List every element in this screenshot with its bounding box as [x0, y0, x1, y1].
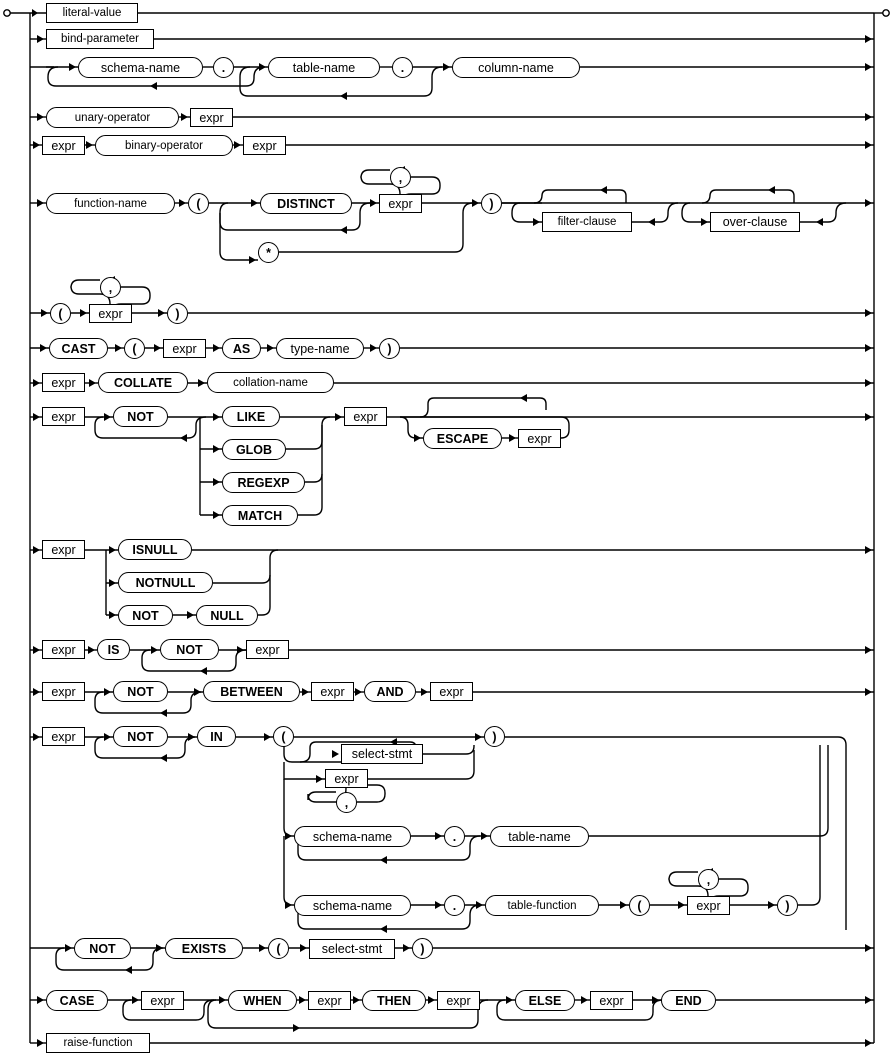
node-label: DISTINCT: [277, 196, 335, 211]
node-paren-close-in: [484, 726, 505, 747]
node-paren-open-ex: [268, 938, 289, 959]
node-label: expr: [51, 729, 76, 744]
node-label: unary-operator: [74, 111, 151, 124]
node-label: NOT: [132, 608, 159, 623]
node-type-name: [276, 338, 364, 359]
node-bind-parameter: [46, 29, 154, 49]
node-label: REGEXP: [237, 475, 290, 490]
node-unary-operator: [46, 107, 179, 128]
node-label: expr: [439, 684, 464, 699]
node-label: expr: [51, 409, 76, 424]
node-and: [364, 681, 416, 702]
node-label: ,: [398, 170, 403, 185]
node-label: expr: [98, 306, 123, 321]
node-expr-between: [42, 682, 85, 701]
node-select-stmt-ex: [309, 939, 395, 959]
node-label: expr: [527, 431, 552, 446]
node-null: [196, 605, 258, 626]
node-expr-tf: [687, 896, 730, 915]
node-paren-open-cast: [124, 338, 145, 359]
node-comma-tf: [698, 869, 719, 890]
node-label: (: [58, 306, 63, 321]
node-expr-when: [308, 991, 351, 1010]
node-when: [228, 990, 297, 1011]
node-label: function-name: [74, 197, 147, 210]
node-label: .: [221, 60, 226, 75]
node-select-stmt-in: [341, 744, 423, 764]
node-label: LIKE: [236, 409, 266, 424]
node-not-null: [118, 605, 173, 626]
node-paren-open-fn: [188, 193, 209, 214]
node-label: expr: [320, 684, 345, 699]
node-label: IN: [210, 729, 223, 744]
node-dot-1: [213, 57, 234, 78]
node-label: .: [452, 829, 457, 844]
node-glob: [222, 439, 286, 460]
node-not-like: [113, 406, 168, 427]
node-comma-in: [336, 792, 357, 813]
node-label: expr: [388, 196, 413, 211]
node-label: column-name: [478, 60, 554, 75]
node-label: NULL: [210, 608, 244, 623]
node-label: GLOB: [235, 442, 273, 457]
node-label: collation-name: [233, 376, 308, 389]
node-label: AS: [232, 341, 251, 356]
node-label: ISNULL: [132, 542, 178, 557]
node-label: binary-operator: [125, 139, 203, 152]
node-label: expr: [599, 993, 624, 1008]
node-label: bind-parameter: [61, 33, 139, 45]
node-distinct: [260, 193, 352, 214]
node-label: expr: [51, 138, 76, 153]
node-label: expr: [252, 138, 277, 153]
node-expr-like-r: [344, 407, 387, 426]
node-label: (: [276, 941, 281, 956]
node-expr-case: [141, 991, 184, 1010]
node-expr-else: [590, 991, 633, 1010]
node-label: NOT: [176, 642, 203, 657]
node-label: WHEN: [243, 993, 282, 1008]
node-binary-operator: [95, 135, 233, 156]
node-dot-4: [444, 895, 465, 916]
node-paren-close-ex: [412, 938, 433, 959]
node-label: ,: [344, 795, 349, 810]
node-cast: [49, 338, 108, 359]
node-label: expr: [51, 542, 76, 557]
node-label: expr: [334, 771, 359, 786]
node-dot-2: [392, 57, 413, 78]
node-label: schema-name: [312, 898, 393, 913]
node-label: expr: [172, 341, 197, 356]
node-label: ,: [108, 280, 113, 295]
node-label: .: [452, 898, 457, 913]
node-then: [362, 990, 426, 1011]
node-label: CASE: [59, 993, 95, 1008]
node-table-name-1: [268, 57, 380, 78]
node-not-exists: [74, 938, 131, 959]
node-expr-unary: [190, 108, 233, 127]
node-case: [46, 990, 108, 1011]
node-label: .: [400, 60, 405, 75]
node-not-in: [113, 726, 168, 747]
node-expr-is-l: [42, 640, 85, 659]
node-label: table-name: [508, 829, 571, 844]
node-notnull: [118, 572, 213, 593]
node-expr-between-b: [430, 682, 473, 701]
node-schema-name-3: [294, 895, 411, 916]
node-label: expr: [696, 898, 721, 913]
node-is: [97, 639, 130, 660]
node-label: type-name: [290, 341, 350, 356]
node-paren-open-tf: [629, 895, 650, 916]
node-star-fn: [258, 242, 279, 263]
node-label: AND: [376, 684, 404, 699]
node-label: expr: [317, 993, 342, 1008]
node-table-name-2: [490, 826, 589, 847]
node-paren-open-list: [50, 303, 71, 324]
node-label: END: [675, 993, 702, 1008]
node-label: ,: [706, 872, 711, 887]
node-expr-isnull: [42, 540, 85, 559]
node-label: expr: [446, 993, 471, 1008]
node-expr-cast: [163, 339, 206, 358]
node-label: schema-name: [312, 829, 393, 844]
node-label: over-clause: [722, 215, 788, 229]
node-label: expr: [51, 642, 76, 657]
node-like: [222, 406, 280, 427]
node-regexp: [222, 472, 305, 493]
node-label: ): [387, 341, 392, 356]
node-label: filter-clause: [557, 216, 617, 228]
node-label: IS: [107, 642, 120, 657]
node-label: raise-function: [63, 1037, 133, 1049]
node-label: ): [492, 729, 497, 744]
node-expr-like: [42, 407, 85, 426]
node-expr-fn-args: [379, 194, 422, 213]
node-comma-list: [100, 277, 121, 298]
node-label: THEN: [376, 993, 412, 1008]
node-schema-name-2: [294, 826, 411, 847]
node-expr-then: [437, 991, 480, 1010]
node-else: [515, 990, 575, 1011]
node-label: expr: [255, 642, 280, 657]
node-label: expr: [353, 409, 378, 424]
node-label: BETWEEN: [220, 684, 283, 699]
node-expr-bin-r: [243, 136, 286, 155]
node-not-between: [113, 681, 168, 702]
node-label: schema-name: [100, 60, 181, 75]
node-dot-3: [444, 826, 465, 847]
node-collate: [98, 372, 188, 393]
node-column-name: [452, 57, 580, 78]
node-label: (: [281, 729, 286, 744]
node-comma-fn: [390, 167, 411, 188]
node-label: MATCH: [237, 508, 283, 523]
node-label: (: [132, 341, 137, 356]
node-collation-name: [207, 372, 334, 393]
node-label: (: [637, 898, 642, 913]
node-label: select-stmt: [351, 747, 413, 761]
node-end: [661, 990, 716, 1011]
node-expr-collate: [42, 373, 85, 392]
node-label: select-stmt: [321, 942, 383, 956]
node-label: expr: [199, 110, 224, 125]
node-schema-name-1: [78, 57, 203, 78]
node-label: (: [196, 196, 201, 211]
node-paren-close-tf: [777, 895, 798, 916]
node-expr-in-list: [325, 769, 368, 788]
node-paren-close-cast: [379, 338, 400, 359]
node-label: ): [175, 306, 180, 321]
node-isnull: [118, 539, 192, 560]
node-expr-bin-l: [42, 136, 85, 155]
node-label: NOT: [127, 684, 154, 699]
node-between: [203, 681, 300, 702]
node-label: ELSE: [528, 993, 562, 1008]
node-label: table-name: [292, 60, 356, 75]
node-over-clause: [710, 212, 800, 232]
node-label: EXISTS: [181, 941, 227, 956]
node-not-is: [160, 639, 219, 660]
node-label: literal-value: [62, 7, 122, 19]
node-as: [222, 338, 261, 359]
node-paren-close-list: [167, 303, 188, 324]
node-label: table-function: [507, 899, 577, 912]
node-raise-function: [46, 1033, 150, 1053]
node-match: [222, 505, 298, 526]
node-function-name: [46, 193, 175, 214]
node-literal-value: [46, 3, 138, 23]
node-label: ): [420, 941, 425, 956]
node-filter-clause: [542, 212, 632, 232]
node-table-function: [485, 895, 599, 916]
node-paren-open-in: [273, 726, 294, 747]
node-escape: [423, 428, 502, 449]
node-label: NOT: [89, 941, 116, 956]
node-label: COLLATE: [113, 375, 173, 390]
node-in: [197, 726, 236, 747]
node-label: *: [266, 245, 271, 260]
node-expr-in: [42, 727, 85, 746]
node-label: expr: [51, 375, 76, 390]
node-label: ESCAPE: [436, 431, 489, 446]
node-label: NOTNULL: [135, 575, 196, 590]
node-expr-list: [89, 304, 132, 323]
node-exists: [165, 938, 243, 959]
node-expr-between-a: [311, 682, 354, 701]
node-label: expr: [150, 993, 175, 1008]
node-expr-is-r: [246, 640, 289, 659]
node-label: NOT: [127, 409, 154, 424]
node-label: expr: [51, 684, 76, 699]
node-label: CAST: [61, 341, 96, 356]
node-label: ): [489, 196, 494, 211]
node-paren-close-fn: [481, 193, 502, 214]
node-expr-escape: [518, 429, 561, 448]
node-label: NOT: [127, 729, 154, 744]
node-label: ): [785, 898, 790, 913]
